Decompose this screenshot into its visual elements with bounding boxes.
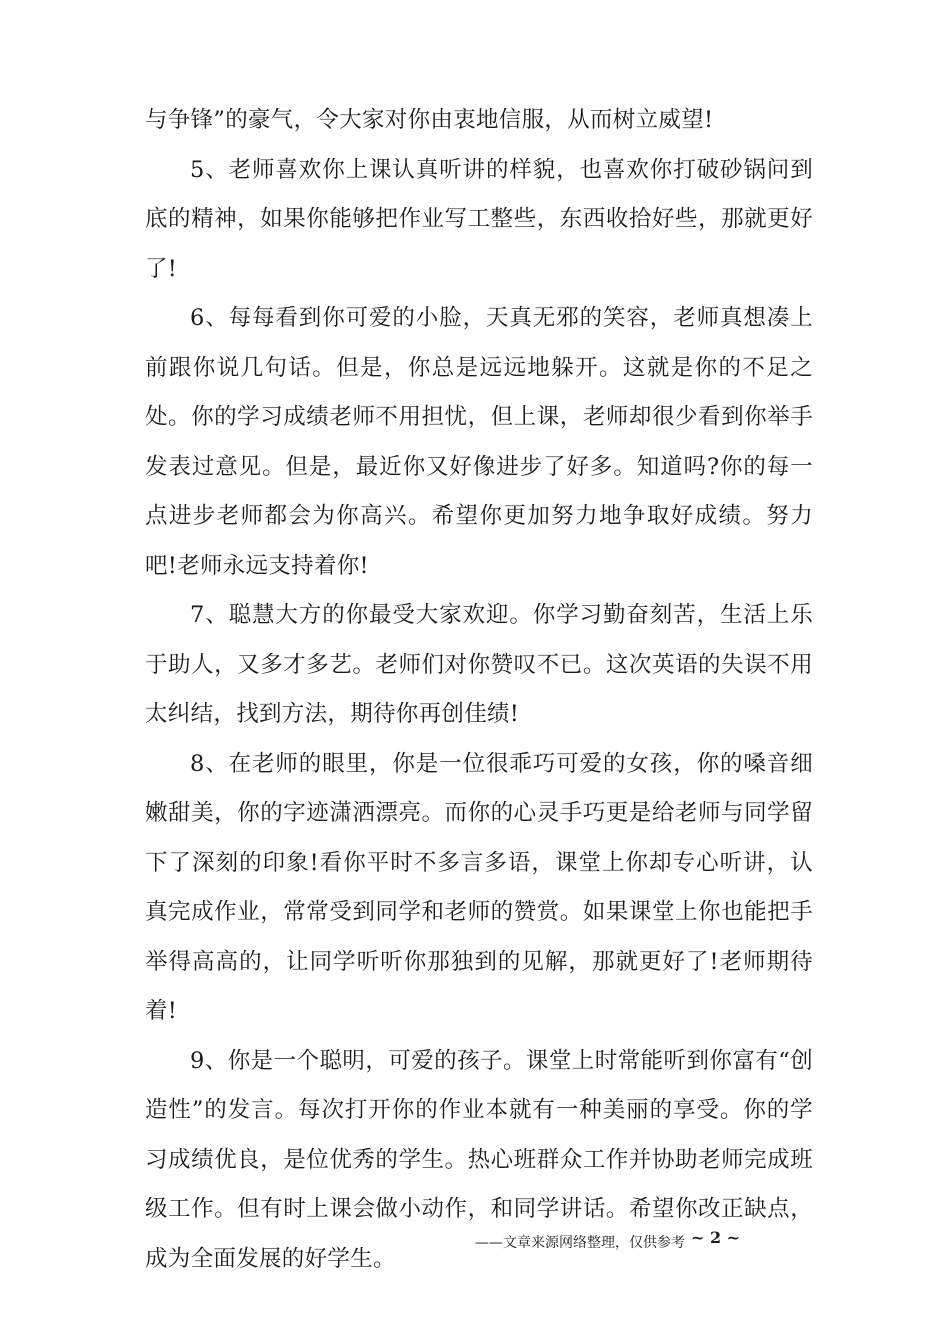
- paragraph-continued: 与争锋”的豪气，令大家对你由衷地信服，从而树立威望!: [145, 107, 714, 133]
- document-body: [145, 96, 813, 1284]
- footer-source-note: ——文章来源网络整理，仅供参考: [475, 1235, 685, 1251]
- paragraph-comment-5: 5、老师喜欢你上课认真听讲的样貌，也喜欢你打破砂锅问到底的精神，如果你能够把作业写工整些，东西收拾好些，那就更好了!: [145, 156, 813, 282]
- page-footer: [475, 1228, 775, 1253]
- paragraph-comment-9: 9、你是一个聪明，可爱的孩子。课堂上时常能听到你富有“创造性”的发言。每次打开你的作业本就有一种美丽的享受。你的学习成绩优良，是位优秀的学生。热心班群众工作并协助老师完成班级工作。但有时上课会做小动作，和同学讲话。希望你改正缺点，成为全面发展的好学生。: [145, 1047, 813, 1272]
- paragraph-comment-8: 8、在老师的眼里，你是一位很乖巧可爱的女孩，你的嗓音细嫩甜美，你的字迹潇洒漂亮。而你的心灵手巧更是给老师与同学留下了深刻的印象!看你平时不多言多语，课堂上你却专心听讲，认真完成作业，常常受到同学和老师的赞赏。如果课堂上你也能把手举得高高的，让同学听听你那独到的见解，那就更好了!老师期待着!: [145, 750, 813, 1024]
- page-number: ~ 2 ~: [691, 1228, 741, 1247]
- paragraph-comment-7: 7、聪慧大方的你最受大家欢迎。你学习勤奋刻苦，生活上乐于助人，又多才多艺。老师们对你赞叹不已。这次英语的失误不用太纠结，找到方法，期待你再创佳绩!: [145, 602, 813, 727]
- paragraph-comment-6: 6、每每看到你可爱的小脸，天真无邪的笑容，老师真想凑上前跟你说几句话。但是，你总是远远地躲开。这就是你的不足之处。你的学习成绩老师不用担忧，但上课，老师却很少看到你举手发表过意见。但是，最近你又好像进步了好多。知道吗?你的每一点进步老师都会为你高兴。希望你更加努力地争取好成绩。努力吧!老师永远支持着你!: [145, 305, 813, 579]
